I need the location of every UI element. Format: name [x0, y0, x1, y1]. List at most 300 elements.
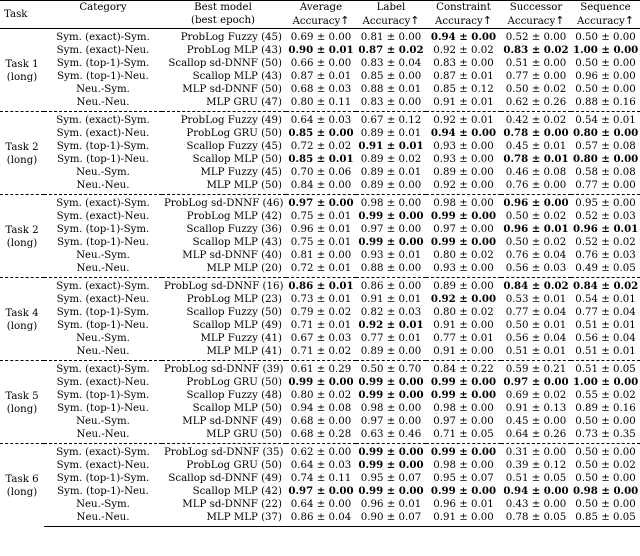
- cell-label-accuracy: [356, 444, 426, 460]
- cell-best-model: ProbLog MLP (43): [186, 45, 282, 56]
- cell-constraint-accuracy: [426, 402, 501, 415]
- value: 0.64 ± 0.03: [290, 460, 352, 471]
- value: 0.91 ± 0.00: [433, 346, 494, 357]
- up-arrow-icon: ↑: [555, 14, 565, 27]
- value: 0.50 ± 0.02: [505, 84, 567, 95]
- best-value: 0.91 ± 0.01: [358, 140, 424, 152]
- cell-best-model: ProbLog sd-DNNF (35): [162, 444, 286, 460]
- best-value: 0.99 ± 0.00: [430, 446, 497, 458]
- table-row: [0, 96, 640, 112]
- table-row: [0, 345, 640, 361]
- cell-best-model: Scallop MLP (43): [192, 71, 282, 82]
- value: 0.90 ± 0.07: [360, 512, 422, 523]
- cell-label-accuracy: [356, 57, 426, 70]
- cell-label-accuracy: [356, 140, 426, 153]
- value: 0.77 ± 0.00: [505, 71, 567, 82]
- cell-best-model: MLP Fuzzy (41): [200, 333, 282, 344]
- task-subtitle: (long): [6, 404, 38, 415]
- value: 0.73 ± 0.01: [290, 294, 352, 305]
- cell-constraint-accuracy: [426, 428, 501, 444]
- best-value: 0.83 ± 0.02: [503, 44, 569, 56]
- cell-category: Neu.-Sym.: [76, 250, 130, 261]
- cell-successor-accuracy: [501, 376, 571, 389]
- cell-label-accuracy: [356, 293, 426, 306]
- cell-best-model: MLP GRU (47): [206, 97, 282, 108]
- value: 0.68 ± 0.03: [290, 84, 352, 95]
- header-constraint-accuracy: Constraint Accuracy↑: [435, 2, 492, 27]
- value: 0.77 ± 0.04: [575, 307, 636, 318]
- best-value: 0.99 ± 0.00: [358, 485, 424, 497]
- value: 0.77 ± 0.01: [360, 333, 422, 344]
- cell-constraint-accuracy: [426, 293, 501, 306]
- cell-category: Sym. (top-1)-Sym.: [56, 390, 150, 401]
- value: 0.80 ± 0.02: [433, 250, 494, 261]
- cell-successor-accuracy: [501, 472, 571, 485]
- best-value: 0.90 ± 0.01: [288, 44, 354, 56]
- cell-average-accuracy: [286, 195, 356, 211]
- best-value: 0.96 ± 0.01: [573, 223, 639, 235]
- best-value: 0.99 ± 0.00: [430, 389, 497, 401]
- value: 0.42 ± 0.02: [505, 115, 567, 126]
- cell-constraint-accuracy: [426, 236, 501, 249]
- cell-constraint-accuracy: [426, 96, 501, 112]
- table-row: [0, 498, 640, 511]
- value: 0.68 ± 0.00: [290, 416, 352, 427]
- cell-successor-accuracy: [501, 166, 571, 179]
- value: 0.89 ± 0.00: [433, 167, 494, 178]
- cell-best-model: Scallop MLP (50): [192, 403, 282, 414]
- cell-average-accuracy: [286, 83, 356, 96]
- cell-constraint-accuracy: [426, 44, 501, 57]
- best-value: 0.96 ± 0.01: [503, 223, 569, 235]
- cell-successor-accuracy: [501, 444, 571, 460]
- cell-sequence-accuracy: [571, 57, 640, 70]
- value: 0.87 ± 0.01: [433, 71, 494, 82]
- cell-best-model: MLP sd-DNNF (50): [182, 84, 282, 95]
- value: 0.96 ± 0.00: [575, 71, 636, 82]
- cell-average-accuracy: [286, 249, 356, 262]
- cell-sequence-accuracy: [571, 166, 640, 179]
- cell-label-accuracy: [356, 70, 426, 83]
- cell-successor-accuracy: [501, 153, 571, 166]
- cell-sequence-accuracy: [571, 262, 640, 278]
- cell-successor-accuracy: [501, 249, 571, 262]
- cell-constraint-accuracy: [426, 376, 501, 389]
- table-row: [0, 319, 640, 332]
- cell-best-model: ProbLog GRU (50): [186, 377, 282, 388]
- cell-sequence-accuracy: [571, 319, 640, 332]
- value: 0.53 ± 0.01: [505, 294, 567, 305]
- cell-label-accuracy: [356, 83, 426, 96]
- cell-successor-accuracy: [501, 70, 571, 83]
- cell-category: Sym. (exact)-Neu.: [56, 460, 150, 471]
- value: 0.84 ± 0.22: [433, 364, 494, 375]
- cell-best-model: Scallop Fuzzy (48): [186, 390, 282, 401]
- cell-label-accuracy: [356, 389, 426, 402]
- cell-successor-accuracy: [501, 262, 571, 278]
- table-row: [0, 223, 640, 236]
- cell-sequence-accuracy: [571, 444, 640, 460]
- value: 0.55 ± 0.02: [575, 390, 636, 401]
- task-label: [0, 112, 44, 195]
- cell-category: Sym. (top-1)-Neu.: [57, 71, 149, 82]
- value: 0.91 ± 0.01: [433, 97, 494, 108]
- table-row: [0, 140, 640, 153]
- cell-category: Sym. (exact)-Neu.: [56, 128, 150, 139]
- table-row: [0, 332, 640, 345]
- value: 0.51 ± 0.01: [575, 320, 636, 331]
- cell-label-accuracy: [356, 153, 426, 166]
- cell-category: Neu.-Neu.: [44, 511, 162, 527]
- cell-best-model: MLP MLP (37): [162, 511, 286, 527]
- cell-best-model: MLP MLP (50): [206, 180, 282, 191]
- value: 0.67 ± 0.03: [290, 333, 352, 344]
- cell-label-accuracy: [356, 166, 426, 179]
- table-row: [0, 166, 640, 179]
- table-row: [0, 57, 640, 70]
- table-row: [0, 402, 640, 415]
- cell-average-accuracy: [286, 498, 356, 511]
- value: 0.91 ± 0.13: [505, 403, 567, 414]
- cell-best-model: ProbLog sd-DNNF (16): [162, 278, 286, 294]
- cell-successor-accuracy: [501, 345, 571, 361]
- cell-constraint-accuracy: [426, 195, 501, 211]
- cell-constraint-accuracy: [426, 278, 501, 294]
- task-subtitle: (long): [6, 155, 38, 166]
- table-row: [0, 127, 640, 140]
- value: 0.91 ± 0.00: [433, 320, 494, 331]
- cell-sequence-accuracy: [571, 376, 640, 389]
- cell-successor-accuracy: [501, 236, 571, 249]
- header-sequence-accuracy: Sequence Accuracy↑: [577, 2, 634, 27]
- cell-category: Sym. (exact)-Sym.: [44, 195, 162, 211]
- cell-sequence-accuracy: [571, 112, 640, 128]
- value: 0.96 ± 0.01: [433, 499, 494, 510]
- cell-sequence-accuracy: [571, 83, 640, 96]
- cell-label-accuracy: [356, 361, 426, 377]
- cell-sequence-accuracy: [571, 472, 640, 485]
- cell-sequence-accuracy: [571, 428, 640, 444]
- value: 0.52 ± 0.02: [575, 237, 636, 248]
- cell-successor-accuracy: [501, 44, 571, 57]
- task-subtitle: (long): [6, 238, 38, 249]
- best-value: 0.94 ± 0.00: [430, 31, 497, 43]
- cell-average-accuracy: [286, 210, 356, 223]
- table-row: [0, 511, 640, 527]
- header-label-accuracy: Label Accuracy↑: [362, 2, 420, 27]
- cell-constraint-accuracy: [426, 166, 501, 179]
- cell-best-model: Scallop Fuzzy (36): [186, 224, 282, 235]
- cell-constraint-accuracy: [426, 262, 501, 278]
- value: 0.88 ± 0.16: [575, 97, 636, 108]
- cell-successor-accuracy: [501, 361, 571, 377]
- task-name: Task 2: [5, 225, 39, 236]
- cell-sequence-accuracy: [571, 498, 640, 511]
- value: 0.50 ± 0.70: [360, 364, 422, 375]
- value: 0.56 ± 0.04: [575, 333, 636, 344]
- task-name: Task 2: [5, 142, 39, 153]
- cell-sequence-accuracy: [571, 402, 640, 415]
- value: 0.98 ± 0.00: [360, 198, 422, 209]
- cell-successor-accuracy: [501, 485, 571, 498]
- value: 0.51 ± 0.01: [575, 346, 636, 357]
- cell-best-model: MLP sd-DNNF (40): [182, 250, 282, 261]
- cell-label-accuracy: [356, 236, 426, 249]
- task-name: Task 4: [5, 308, 39, 319]
- table-row: [0, 306, 640, 319]
- best-value: 0.94 ± 0.00: [503, 485, 569, 497]
- value: 0.84 ± 0.00: [290, 180, 352, 191]
- best-value: 0.99 ± 0.00: [358, 210, 424, 222]
- task-name: Task 5: [5, 391, 39, 402]
- value: 0.50 ± 0.00: [575, 447, 636, 458]
- value: 0.43 ± 0.00: [505, 499, 567, 510]
- cell-category: Sym. (exact)-Neu.: [56, 294, 150, 305]
- value: 0.74 ± 0.11: [290, 473, 352, 484]
- cell-label-accuracy: [356, 210, 426, 223]
- task-subtitle: (long): [6, 72, 38, 83]
- cell-constraint-accuracy: [426, 153, 501, 166]
- cell-sequence-accuracy: [571, 389, 640, 402]
- cell-constraint-accuracy: [426, 415, 501, 428]
- best-value: 0.97 ± 0.00: [503, 376, 569, 388]
- cell-sequence-accuracy: [571, 153, 640, 166]
- value: 0.98 ± 0.00: [433, 403, 494, 414]
- value: 0.85 ± 0.12: [433, 84, 494, 95]
- cell-sequence-accuracy: [571, 511, 640, 527]
- task-group: [0, 112, 640, 195]
- best-value: 0.84 ± 0.02: [573, 280, 639, 292]
- cell-category: Neu.-Sym.: [76, 416, 130, 427]
- cell-successor-accuracy: [501, 96, 571, 112]
- value: 0.61 ± 0.29: [290, 364, 352, 375]
- cell-label-accuracy: [356, 44, 426, 57]
- cell-best-model: Scallop MLP (42): [192, 486, 282, 497]
- value: 0.89 ± 0.00: [433, 281, 494, 292]
- task-group: [0, 29, 640, 112]
- cell-category: Neu.-Sym.: [76, 333, 130, 344]
- value: 0.51 ± 0.01: [505, 346, 567, 357]
- cell-category: Sym. (top-1)-Neu.: [57, 486, 149, 497]
- cell-constraint-accuracy: [426, 459, 501, 472]
- cell-average-accuracy: [286, 236, 356, 249]
- cell-category: Sym. (top-1)-Sym.: [56, 224, 150, 235]
- cell-category: Sym. (exact)-Sym.: [44, 361, 162, 377]
- value: 0.62 ± 0.26: [505, 97, 567, 108]
- value: 0.89 ± 0.01: [360, 167, 422, 178]
- cell-category: Sym. (exact)-Neu.: [56, 45, 150, 56]
- value: 0.50 ± 0.02: [575, 460, 636, 471]
- cell-category: Sym. (top-1)-Sym.: [56, 141, 150, 152]
- cell-successor-accuracy: [501, 140, 571, 153]
- cell-label-accuracy: [356, 345, 426, 361]
- value: 0.50 ± 0.02: [505, 237, 567, 248]
- cell-average-accuracy: [286, 57, 356, 70]
- best-value: 0.87 ± 0.02: [358, 44, 424, 56]
- value: 0.71 ± 0.01: [290, 320, 352, 331]
- best-value: 0.97 ± 0.00: [288, 485, 354, 497]
- cell-constraint-accuracy: [426, 70, 501, 83]
- value: 0.49 ± 0.05: [575, 263, 636, 274]
- best-value: 0.99 ± 0.00: [430, 485, 497, 497]
- value: 0.85 ± 0.00: [360, 71, 422, 82]
- cell-successor-accuracy: [501, 389, 571, 402]
- cell-best-model: Scallop Fuzzy (50): [186, 307, 282, 318]
- up-arrow-icon: ↑: [624, 14, 634, 27]
- best-value: 0.78 ± 0.00: [503, 127, 569, 139]
- value: 0.86 ± 0.00: [360, 281, 422, 292]
- cell-average-accuracy: [286, 44, 356, 57]
- cell-average-accuracy: [286, 402, 356, 415]
- cell-best-model: Scallop MLP (43): [192, 237, 282, 248]
- cell-average-accuracy: [286, 319, 356, 332]
- value: 0.95 ± 0.07: [360, 473, 422, 484]
- value: 0.45 ± 0.00: [505, 416, 567, 427]
- best-value: 0.94 ± 0.00: [430, 127, 497, 139]
- best-value: 0.92 ± 0.01: [358, 319, 424, 331]
- best-value: 0.99 ± 0.00: [358, 236, 424, 248]
- cell-sequence-accuracy: [571, 70, 640, 83]
- cell-average-accuracy: [286, 511, 356, 527]
- value: 0.50 ± 0.00: [575, 499, 636, 510]
- value: 0.77 ± 0.01: [433, 333, 494, 344]
- cell-sequence-accuracy: [571, 249, 640, 262]
- table-row: [0, 112, 640, 128]
- cell-category: Sym. (exact)-Sym.: [56, 32, 150, 43]
- cell-label-accuracy: [356, 415, 426, 428]
- value: 0.50 ± 0.01: [505, 320, 567, 331]
- cell-label-accuracy: [356, 498, 426, 511]
- value: 0.77 ± 0.00: [575, 180, 636, 191]
- task-name: Task 6: [5, 474, 39, 486]
- cell-label-accuracy: [356, 306, 426, 319]
- value: 0.64 ± 0.03: [290, 115, 352, 126]
- cell-constraint-accuracy: [426, 223, 501, 236]
- cell-best-model: MLP sd-DNNF (22): [182, 499, 282, 510]
- cell-average-accuracy: [286, 376, 356, 389]
- table-row: [0, 195, 640, 211]
- value: 0.92 ± 0.01: [433, 115, 494, 126]
- cell-label-accuracy: [356, 96, 426, 112]
- cell-constraint-accuracy: [426, 444, 501, 460]
- table-row: [0, 428, 640, 444]
- value: 0.50 ± 0.00: [575, 84, 636, 95]
- cell-label-accuracy: [356, 249, 426, 262]
- value: 0.97 ± 0.00: [360, 224, 422, 235]
- cell-label-accuracy: [356, 223, 426, 236]
- value: 0.89 ± 0.00: [360, 180, 422, 191]
- cell-category: Neu.-Neu.: [76, 429, 130, 440]
- cell-label-accuracy: [356, 278, 426, 294]
- value: 0.96 ± 0.01: [360, 499, 422, 510]
- cell-sequence-accuracy: [571, 485, 640, 498]
- cell-average-accuracy: [286, 70, 356, 83]
- value: 0.93 ± 0.00: [433, 141, 494, 152]
- cell-sequence-accuracy: [571, 195, 640, 211]
- cell-category: Sym. (top-1)-Neu.: [57, 154, 149, 165]
- table-row: [0, 262, 640, 278]
- cell-successor-accuracy: [501, 402, 571, 415]
- table-row: [0, 83, 640, 96]
- cell-average-accuracy: [286, 472, 356, 485]
- value: 0.50 ± 0.00: [575, 416, 636, 427]
- cell-average-accuracy: [286, 415, 356, 428]
- cell-category: Neu.-Neu.: [76, 346, 130, 357]
- cell-constraint-accuracy: [426, 140, 501, 153]
- value: 0.72 ± 0.02: [290, 141, 352, 152]
- up-arrow-icon: ↑: [340, 14, 350, 27]
- task-group: [0, 195, 640, 278]
- value: 0.71 ± 0.05: [433, 429, 494, 440]
- header-successor-accuracy: Successor Accuracy↑: [507, 2, 565, 27]
- cell-sequence-accuracy: [571, 293, 640, 306]
- best-value: 0.80 ± 0.00: [573, 127, 639, 139]
- cell-average-accuracy: [286, 293, 356, 306]
- value: 0.91 ± 0.01: [360, 294, 422, 305]
- table-row: [0, 293, 640, 306]
- cell-category: Sym. (exact)-Sym.: [44, 112, 162, 128]
- best-value: 0.86 ± 0.01: [288, 280, 354, 292]
- best-value: 0.78 ± 0.01: [503, 153, 569, 165]
- table-row: [0, 236, 640, 249]
- table-row: [0, 210, 640, 223]
- cell-sequence-accuracy: [571, 415, 640, 428]
- value: 0.77 ± 0.04: [505, 307, 567, 318]
- value: 0.80 ± 0.02: [433, 307, 494, 318]
- value: 0.93 ± 0.00: [433, 263, 494, 274]
- cell-constraint-accuracy: [426, 127, 501, 140]
- value: 0.83 ± 0.00: [360, 97, 422, 108]
- cell-successor-accuracy: [501, 83, 571, 96]
- table-row: [0, 472, 640, 485]
- cell-sequence-accuracy: [571, 459, 640, 472]
- cell-sequence-accuracy: [571, 332, 640, 345]
- cell-constraint-accuracy: [426, 498, 501, 511]
- cell-average-accuracy: [286, 112, 356, 128]
- task-group: [0, 361, 640, 444]
- table-row: [0, 459, 640, 472]
- best-value: 0.97 ± 0.00: [288, 197, 354, 209]
- value: 0.92 ± 0.00: [433, 180, 494, 191]
- cell-best-model: MLP MLP (20): [206, 263, 282, 274]
- cell-average-accuracy: [286, 428, 356, 444]
- cell-best-model: MLP MLP (41): [206, 346, 282, 357]
- best-value: 0.99 ± 0.00: [430, 376, 497, 388]
- cell-label-accuracy: [356, 195, 426, 211]
- cell-sequence-accuracy: [571, 345, 640, 361]
- value: 0.81 ± 0.00: [360, 32, 422, 43]
- value: 0.39 ± 0.12: [505, 460, 567, 471]
- table-row: [0, 278, 640, 294]
- cell-successor-accuracy: [501, 498, 571, 511]
- cell-sequence-accuracy: [571, 179, 640, 195]
- value: 0.89 ± 0.16: [575, 403, 636, 414]
- best-value: 1.00 ± 0.00: [573, 44, 639, 56]
- value: 0.95 ± 0.00: [575, 198, 636, 209]
- cell-label-accuracy: [356, 428, 426, 444]
- cell-sequence-accuracy: [571, 236, 640, 249]
- value: 0.78 ± 0.05: [505, 512, 567, 523]
- table-row: [0, 179, 640, 195]
- cell-constraint-accuracy: [426, 57, 501, 70]
- cell-average-accuracy: [286, 278, 356, 294]
- value: 0.52 ± 0.00: [505, 32, 567, 43]
- cell-average-accuracy: [286, 444, 356, 460]
- cell-label-accuracy: [356, 459, 426, 472]
- cell-best-model: ProbLog GRU (50): [186, 460, 282, 471]
- table-header: [0, 1, 640, 29]
- best-value: 0.80 ± 0.00: [573, 153, 639, 165]
